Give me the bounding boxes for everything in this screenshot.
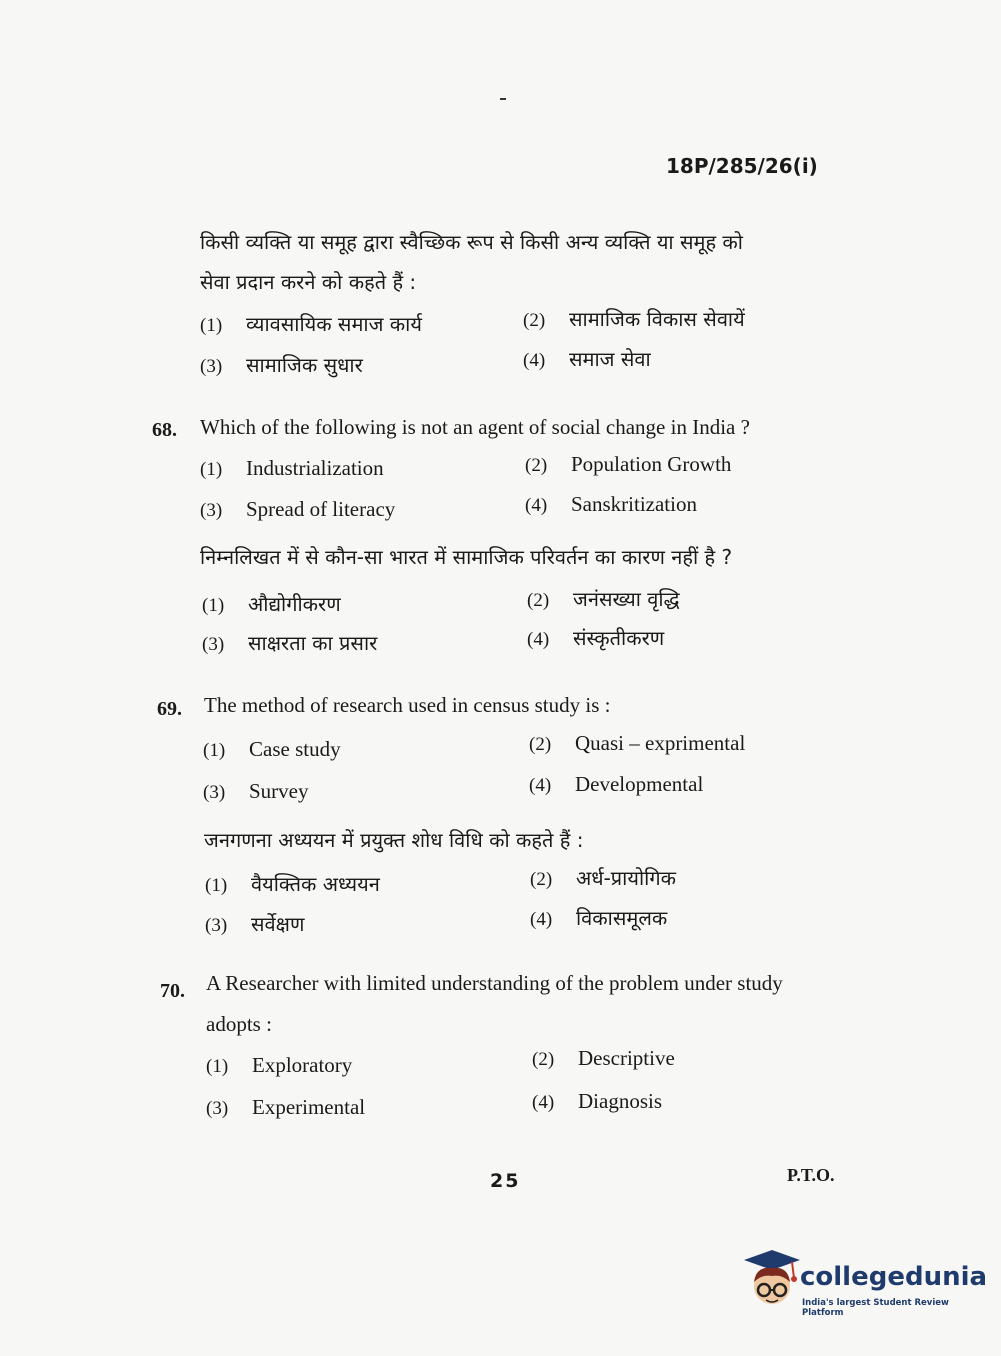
q70-option-1: (1) Exploratory xyxy=(206,1053,353,1077)
q69-hindi-option-3: (3) सर्वेक्षण xyxy=(205,912,305,936)
paper-code: 18P/285/26(i) xyxy=(666,154,818,178)
q68-hindi-option-4: (4) संस्कृतीकरण xyxy=(527,626,665,650)
q68-option-1: (1) Industrialization xyxy=(200,456,384,480)
q69-hindi-option-2: (2) अर्ध-प्रायोगिक xyxy=(530,866,676,890)
collegedunia-brand: collegedunia xyxy=(800,1262,988,1292)
q68-hindi-stem: निम्नलिखत में से कौन-सा भारत में सामाजिक परिवर्तन का कारण नहीं है ? xyxy=(200,545,733,569)
q69-hindi-stem: जनगणना अध्ययन में प्रयुक्त शोध विधि को कहते हैं : xyxy=(204,828,584,852)
collegedunia-mascot-icon xyxy=(742,1248,802,1310)
q69-number: 69. xyxy=(157,698,182,720)
pto-label: P.T.O. xyxy=(787,1165,835,1185)
q70-stem-line2: adopts : xyxy=(206,1012,272,1036)
q68-option-4: (4) Sanskritization xyxy=(525,492,697,516)
q67-hindi-option-4: (4) समाज सेवा xyxy=(523,347,651,371)
q70-option-3: (3) Experimental xyxy=(206,1095,366,1119)
collegedunia-logo xyxy=(738,1246,988,1318)
q67-hindi-option-1: (1) व्यावसायिक समाज कार्य xyxy=(200,312,422,336)
q69-option-1: (1) Case study xyxy=(203,737,341,761)
q69-option-3: (3) Survey xyxy=(203,779,309,803)
q68-hindi-option-3: (3) साक्षरता का प्रसार xyxy=(202,631,378,655)
q68-hindi-option-2: (2) जनंसख्या वृद्धि xyxy=(527,587,680,611)
q67-hindi-stem-line1: किसी व्यक्ति या समूह द्वारा स्वैच्छिक रूप से किसी अन्य व्यक्ति या समूह को xyxy=(200,230,743,254)
q70-option-4: (4) Diagnosis xyxy=(532,1089,662,1113)
q67-hindi-option-3: (3) सामाजिक सुधार xyxy=(200,353,363,377)
q68-number: 68. xyxy=(152,419,177,441)
q69-hindi-option-4: (4) विकासमूलक xyxy=(530,906,668,930)
q69-option-4: (4) Developmental xyxy=(529,772,704,796)
collegedunia-tagline: India's largest Student Review Platform xyxy=(802,1298,949,1318)
q69-option-2: (2) Quasi – exprimental xyxy=(529,731,746,755)
q68-stem: Which of the following is not an agent of social change in India ? xyxy=(200,415,750,439)
q70-number: 70. xyxy=(160,980,185,1002)
q69-hindi-option-1: (1) वैयक्तिक अध्ययन xyxy=(205,872,380,896)
q68-hindi-option-1: (1) औद्योगीकरण xyxy=(202,592,341,616)
q68-option-3: (3) Spread of literacy xyxy=(200,497,396,521)
q67-hindi-stem-line2: सेवा प्रदान करने को कहते हैं : xyxy=(200,270,417,294)
q70-stem-line1: A Researcher with limited understanding of the problem under study xyxy=(206,971,783,995)
q68-option-2: (2) Population Growth xyxy=(525,452,732,476)
q67-hindi-option-2: (2) सामाजिक विकास सेवायें xyxy=(523,307,745,331)
scan-mark xyxy=(500,98,506,100)
q70-option-2: (2) Descriptive xyxy=(532,1046,675,1070)
page-number: 25 xyxy=(490,1170,521,1192)
q69-stem: The method of research used in census study is : xyxy=(204,693,611,717)
